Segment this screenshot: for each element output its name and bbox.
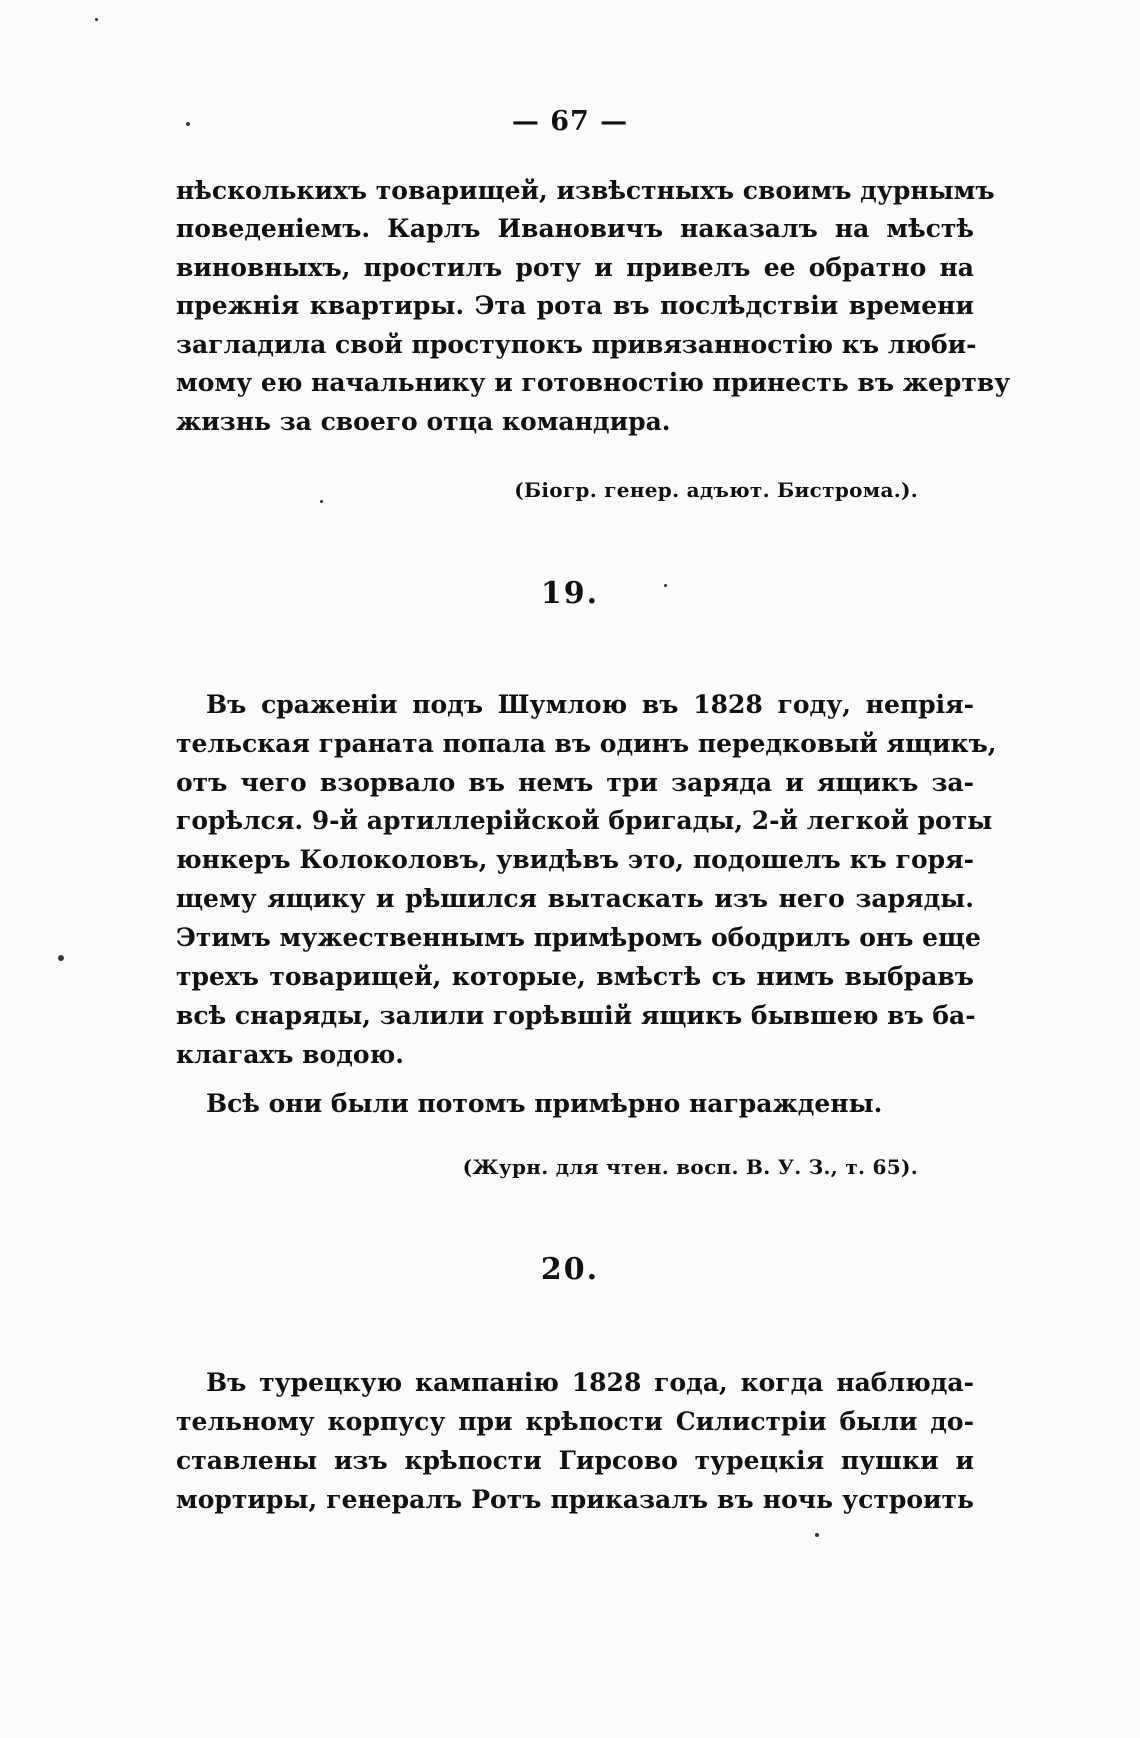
scan-speck	[815, 1533, 819, 1537]
paragraph-line: ставлены изъ крѣпости Гирсово турецкія пушки и	[176, 1446, 974, 1475]
paragraph-line: мортиры, генералъ Ротъ приказалъ въ ночь устроить	[176, 1485, 974, 1514]
paragraph-line: тельская граната попала въ одинъ передковый ящикъ,	[176, 729, 997, 758]
paragraph-line: виновныхъ, простилъ роту и привелъ ее обратно на	[176, 253, 974, 282]
paragraph-line: всѣ снаряды, залили горѣвшій ящикъ бывшею въ ба-	[176, 1001, 976, 1030]
paragraph-line: жизнь за своего отца командира.	[176, 407, 671, 436]
section-number-19: 19.	[540, 576, 600, 611]
scan-speck	[320, 500, 323, 503]
paragraph-line: Всѣ они были потомъ примѣрно награждены.	[206, 1089, 883, 1118]
source-citation: (Журн. для чтен. восп. В. У. З., т. 65).	[462, 1155, 918, 1179]
page-number: — 67 —	[511, 106, 629, 137]
paragraph-line: щему ящику и рѣшился вытаскать изъ него заряды.	[176, 884, 974, 913]
paragraph-line: юнкеръ Колоколовъ, увидѣвъ это, подошелъ къ горя-	[176, 845, 974, 874]
paragraph-line: отъ чего взорвало въ немъ три заряда и ящикъ за-	[176, 768, 974, 797]
scan-speck	[186, 122, 190, 126]
paragraph-line: трехъ товарищей, которые, вмѣстѣ съ нимъ выбравъ	[176, 962, 974, 991]
paragraph-line: горѣлся. 9-й артиллерійской бригады, 2-й легкой роты	[176, 806, 993, 835]
paragraph-line: Въ сраженіи подъ Шумлою въ 1828 году, непрія-	[206, 690, 974, 719]
scan-speck	[95, 18, 98, 21]
paragraph-line: загладила свой проступокъ привязанностію къ люби-	[176, 330, 977, 359]
paragraph-line: Этимъ мужественнымъ примѣромъ ободрилъ онъ еще	[176, 923, 981, 952]
section-number-20: 20.	[540, 1252, 600, 1287]
paragraph-line: мому ею начальнику и готовностію принесть въ жертву	[176, 368, 1011, 397]
paragraph-line: клагахъ водою.	[176, 1040, 404, 1069]
paragraph-line: прежнія квартиры. Эта рота въ послѣдствіи времени	[176, 291, 974, 320]
scan-speck	[664, 584, 667, 587]
paragraph-line: Въ турецкую кампанію 1828 года, когда наблюда-	[206, 1368, 974, 1397]
source-citation: (Біогр. генер. адъют. Бистрома.).	[514, 478, 918, 502]
paragraph-line: тельному корпусу при крѣпости Силистріи были до-	[176, 1407, 974, 1436]
scan-speck	[58, 955, 64, 961]
paragraph-line: нѣсколькихъ товарищей, извѣстныхъ своимъ дурнымъ	[176, 176, 995, 205]
paragraph-line: поведеніемъ. Карлъ Ивановичъ наказалъ на мѣстѣ	[176, 214, 974, 243]
